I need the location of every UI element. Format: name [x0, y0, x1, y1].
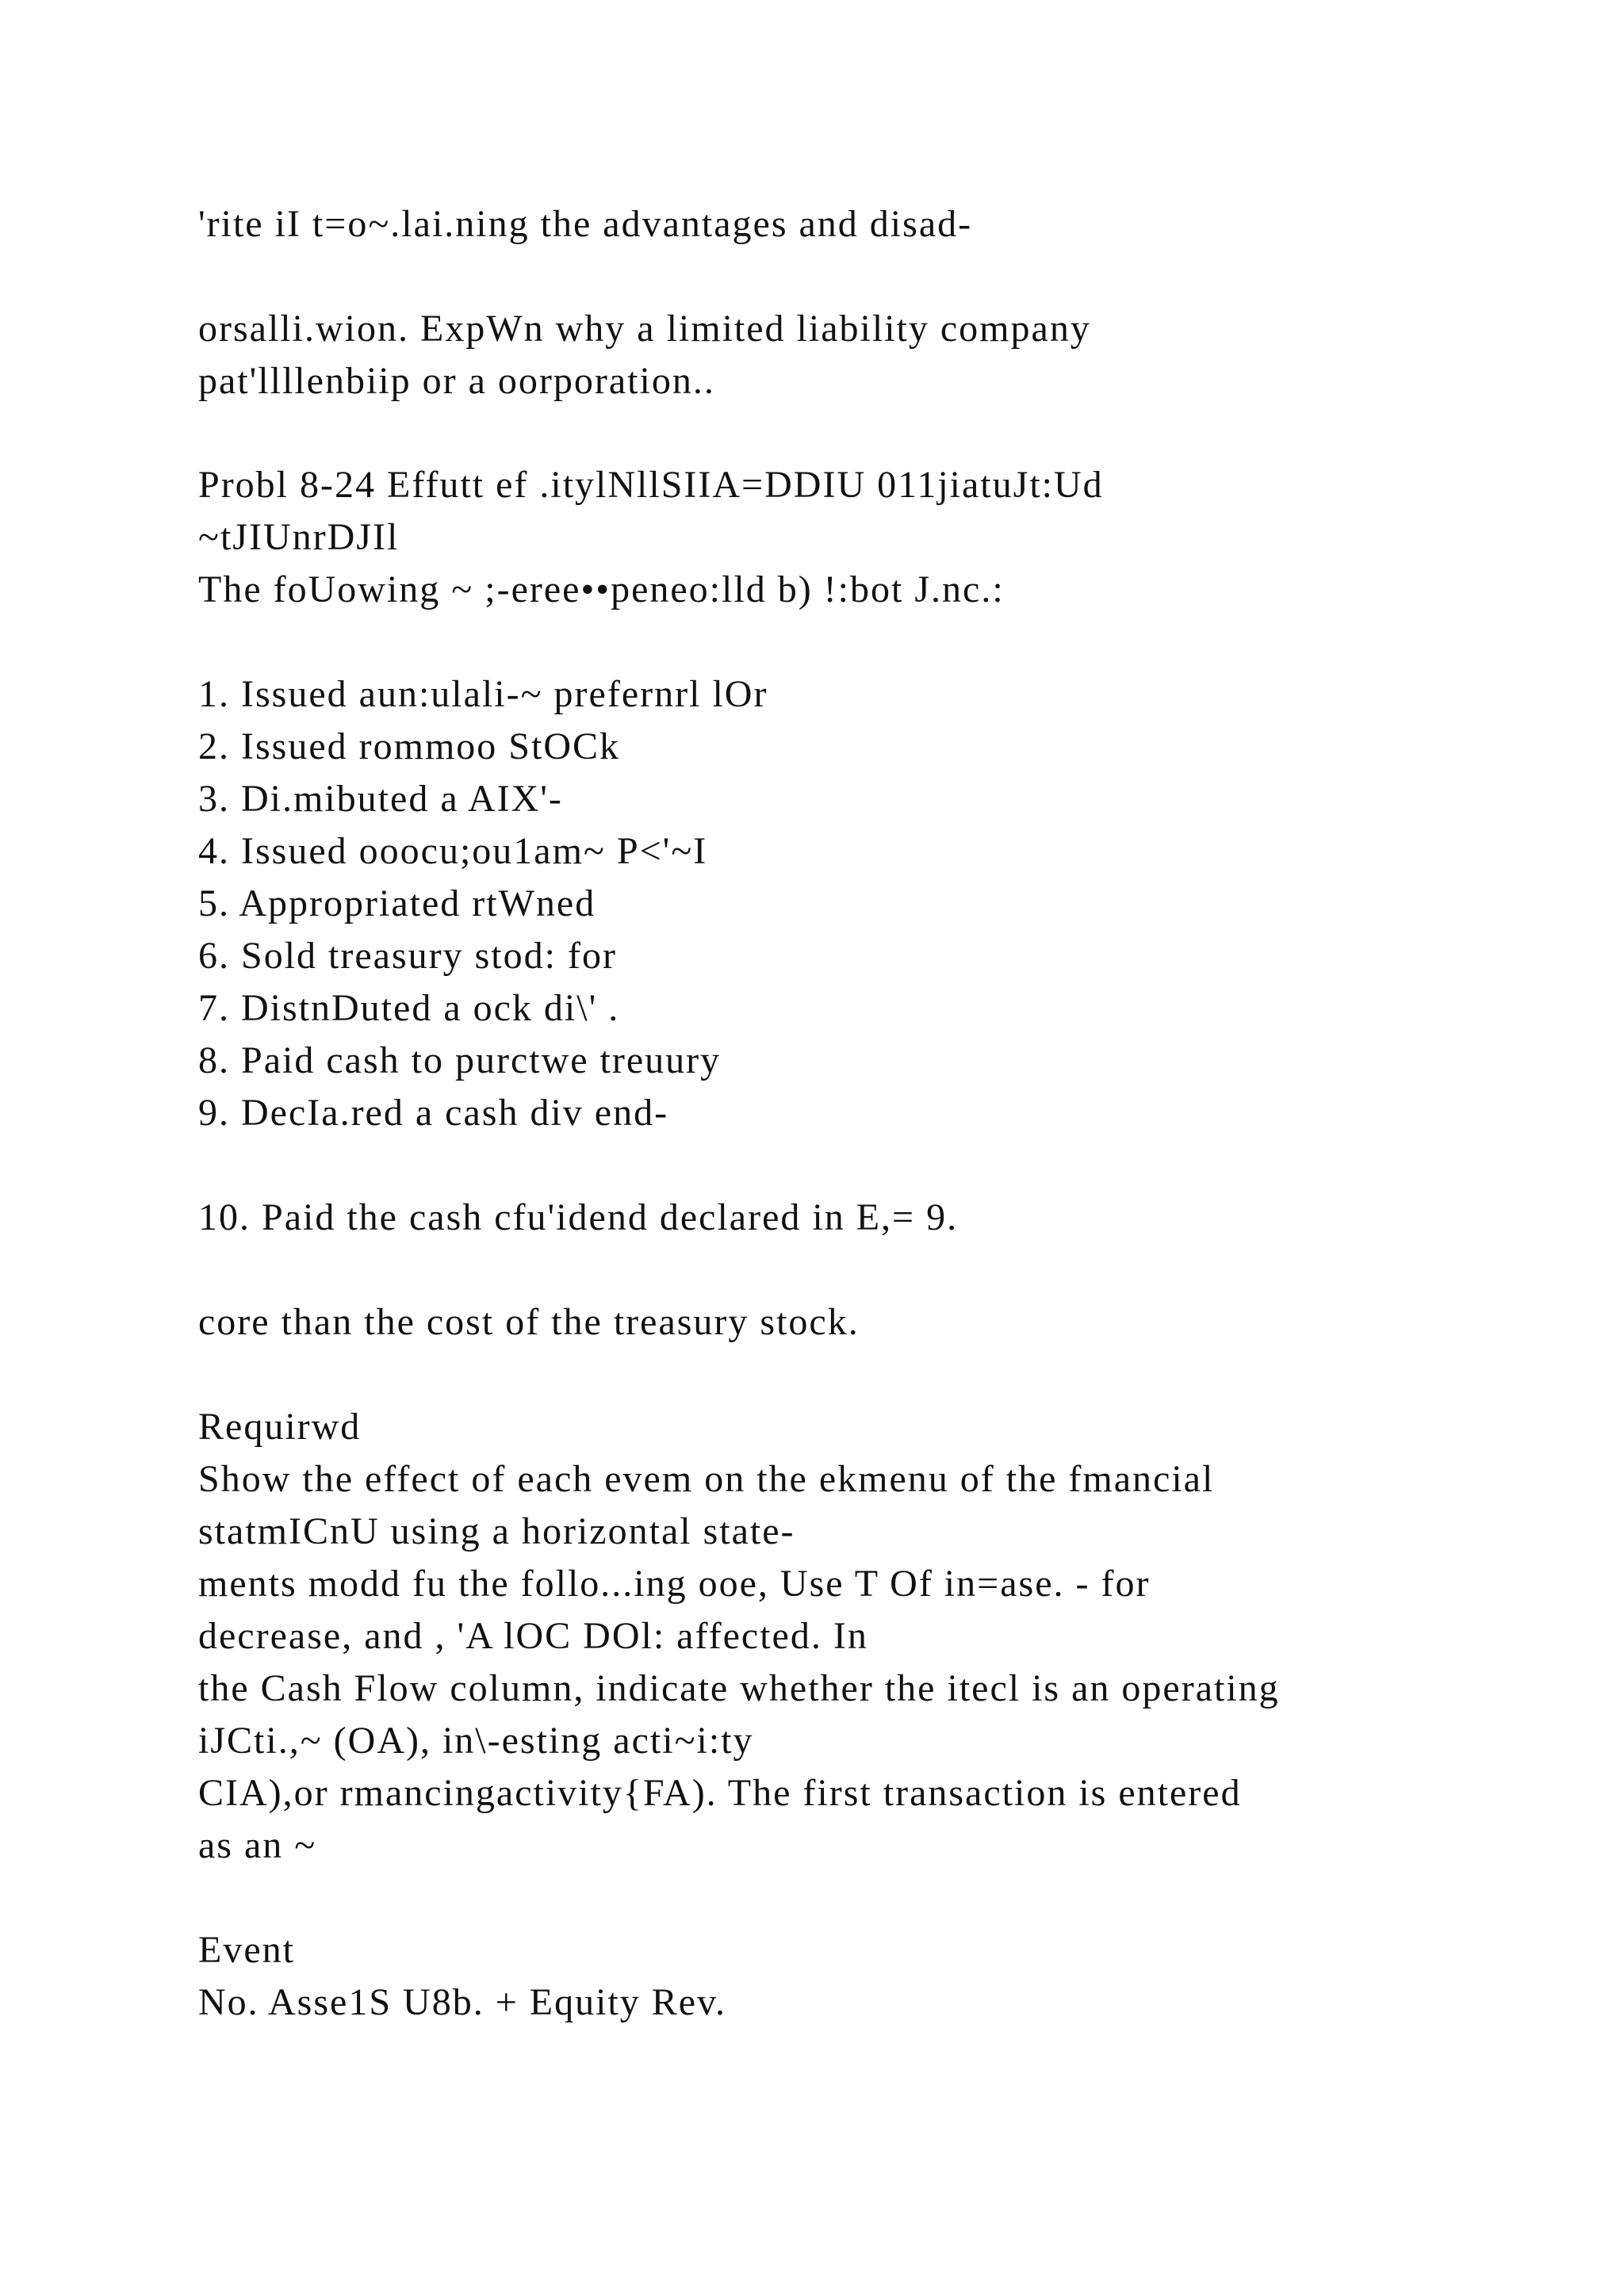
event-item-6: 6. Sold treasury stod: for [198, 935, 617, 977]
event-item-9: 9. DecIa.red a cash div end- [198, 1092, 669, 1134]
required-line-5: the Cash Flow column, indicate whether the itecl is an operating [198, 1667, 1280, 1709]
required-line-3: ments modd fu the follo...ing ooe, Use T Of in=ase. - for [198, 1563, 1151, 1605]
required-line-8: as an ~ [198, 1824, 317, 1866]
event-item-5: 5. Appropriated rtWned [198, 882, 596, 924]
intro-line-3: pat'llllenbiip or a oorporation.. [198, 360, 715, 402]
required-line-1: Show the effect of each evem on the ekmenu of the fmancial [198, 1458, 1215, 1500]
problem-subtitle: ~tJIUnrDJIl [198, 516, 400, 558]
event-item-2: 2. Issued rommoo StOCk [198, 725, 621, 767]
event-item-8: 8. Paid cash to purctwe treuury [198, 1039, 722, 1081]
event-item-4: 4. Issued ooocu;ou1am~ P<'~I [198, 830, 708, 872]
event-item-10: 10. Paid the cash cfu'idend declared in E,= 9. [198, 1196, 959, 1238]
problem-title: Probl 8-24 Effutt ef .itylNllSIIA=DDIU 011jiatuJt:Ud [198, 464, 1104, 506]
problem-lead: The foUowing ~ ;-eree••peneo:lld b) !:bot J.nc.: [198, 568, 1005, 610]
event-item-7: 7. DistnDuted a ock di\' . [198, 987, 620, 1029]
intro-line-1: 'rite iI t=o~.lai.ning the advantages and disad- [198, 203, 973, 245]
event-item-3: 3. Di.mibuted a AIX'- [198, 778, 563, 820]
required-line-4: decrease, and , 'A lOC DOl: affected. In [198, 1615, 868, 1657]
required-line-7: CIA),or rmancingactivity{FA). The first transaction is entered [198, 1772, 1242, 1814]
required-heading: Requirwd [198, 1406, 362, 1448]
table-header-event: Event [198, 1929, 295, 1971]
required-line-6: iJCti.,~ (OA), in\-esting acti~i:ty [198, 1720, 754, 1762]
table-header-columns: No. Asse1S U8b. + Equity Rev. [198, 1981, 726, 2023]
event-item-1: 1. Issued aun:ulali-~ prefernrl lOr [198, 673, 768, 715]
required-line-2: statmICnU using a horizontal state- [198, 1510, 795, 1552]
intro-line-2: orsalli.wion. ExpWn why a limited liability company [198, 308, 1091, 350]
note-text: core than the cost of the treasury stock. [198, 1301, 860, 1343]
